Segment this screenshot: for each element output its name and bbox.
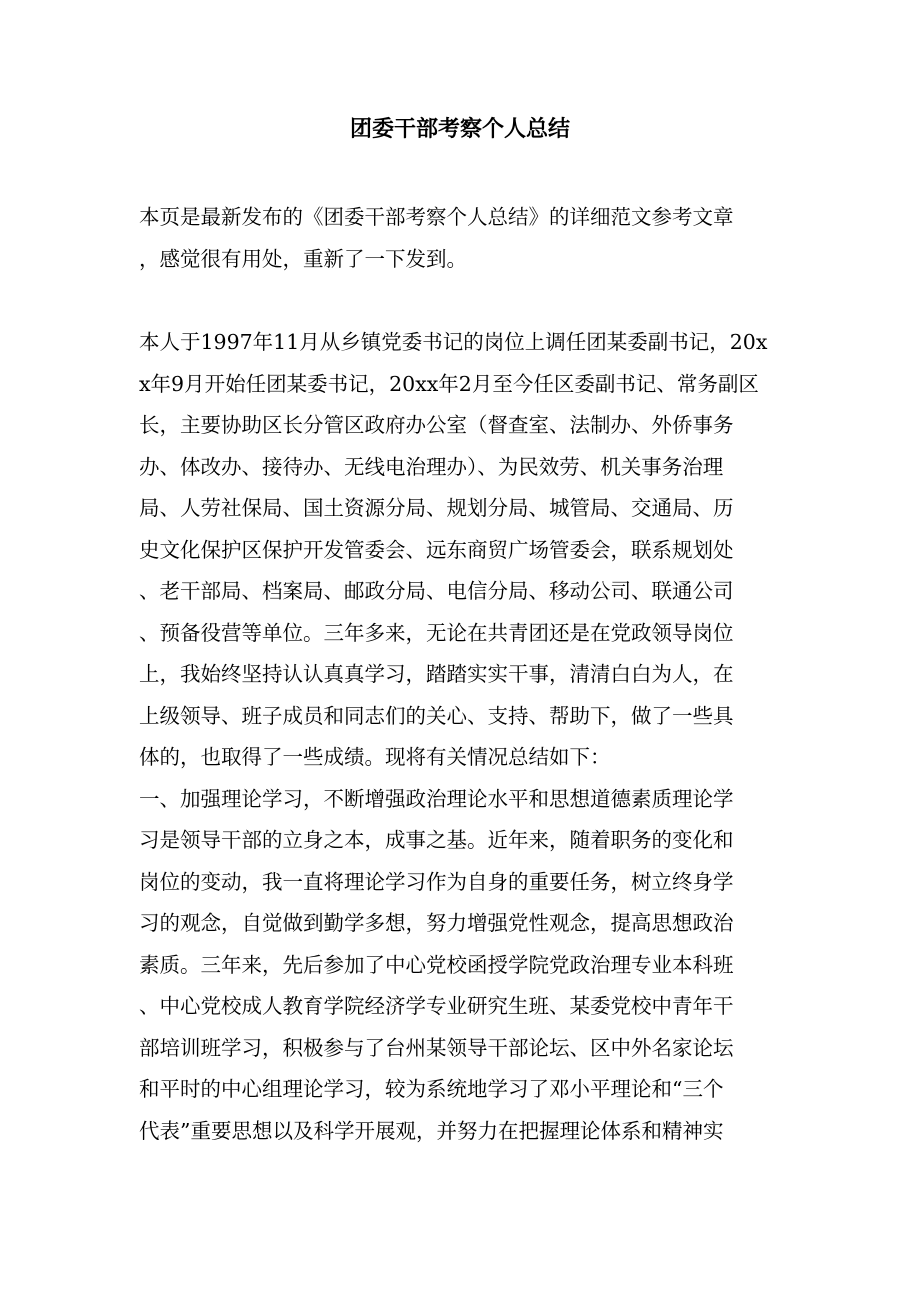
intro-line: ，感觉很有用处，重新了一下发到。 [139, 246, 467, 271]
intro-paragraph [139, 197, 781, 280]
body-line: 习是领导干部的立身之本，成事之基。近年来，随着职务的变化和 [139, 828, 734, 852]
body-line: x年9月开始任团某委书记，20xx年2月至今任区委副书记、常务副区 [139, 371, 759, 396]
body-line: 长，主要协助区长分管区政府办公室（督查室、法制办、外侨事务 [139, 413, 734, 437]
body-line: 代表”重要思想以及科学开展观，并努力在把握理论体系和精神实 [139, 1118, 724, 1143]
body-paragraph [139, 322, 781, 1152]
body-line: 和平时的中心组理论学习，较为系统地学习了邓小平理论和“三个 [139, 1077, 724, 1101]
body-line: 部培训班学习，积极参与了台州某领导干部论坛、区中外名家论坛 [139, 1035, 734, 1060]
body-line: 、老干部局、档案局、邮政分局、电信分局、移动公司、联通公司 [139, 579, 734, 603]
body-line: 岗位的变动，我一直将理论学习作为自身的重要任务，树立终身学 [139, 869, 734, 894]
body-line: 、中心党校成人教育学院经济学专业研究生班、某委党校中青年干 [139, 994, 734, 1018]
body-line: 办、体改办、接待办、无线电治理办）、为民效劳、机关事务治理 [139, 454, 724, 479]
body-line: 体的，也取得了一些成绩。现将有关情况总结如下： [139, 745, 611, 769]
body-line: 上级领导、班子成员和同志们的关心、支持、帮助下，做了一些具 [139, 703, 734, 728]
body-line: 局、人劳社保局、国土资源分局、规划分局、城管局、交通局、历 [139, 496, 734, 520]
body-line: 本人于1997年11月从乡镇党委书记的岗位上调任团某委副书记，20x [139, 330, 768, 354]
body-line: 一、加强理论学习，不断增强政治理论水平和思想道德素质理论学 [139, 786, 734, 811]
body-line: 、预备役营等单位。三年多来，无论在共青团还是在党政领导岗位 [139, 620, 734, 645]
intro-line: 本页是最新发布的《团委干部考察个人总结》的详细范文参考文章 [139, 205, 734, 229]
body-line: 习的观念，自觉做到勤学多想，努力增强党性观念，提高思想政治 [139, 911, 734, 935]
document-title: 团委干部考察个人总结 [349, 116, 570, 142]
body-line: 史文化保护区保护开发管委会、远东商贸广场管委会，联系规划处 [139, 537, 734, 562]
body-line: 素质。三年来，先后参加了中心党校函授学院党政治理专业本科班 [139, 952, 734, 977]
body-line: 上，我始终坚持认认真真学习，踏踏实实干事，清清白白为人，在 [139, 662, 734, 686]
